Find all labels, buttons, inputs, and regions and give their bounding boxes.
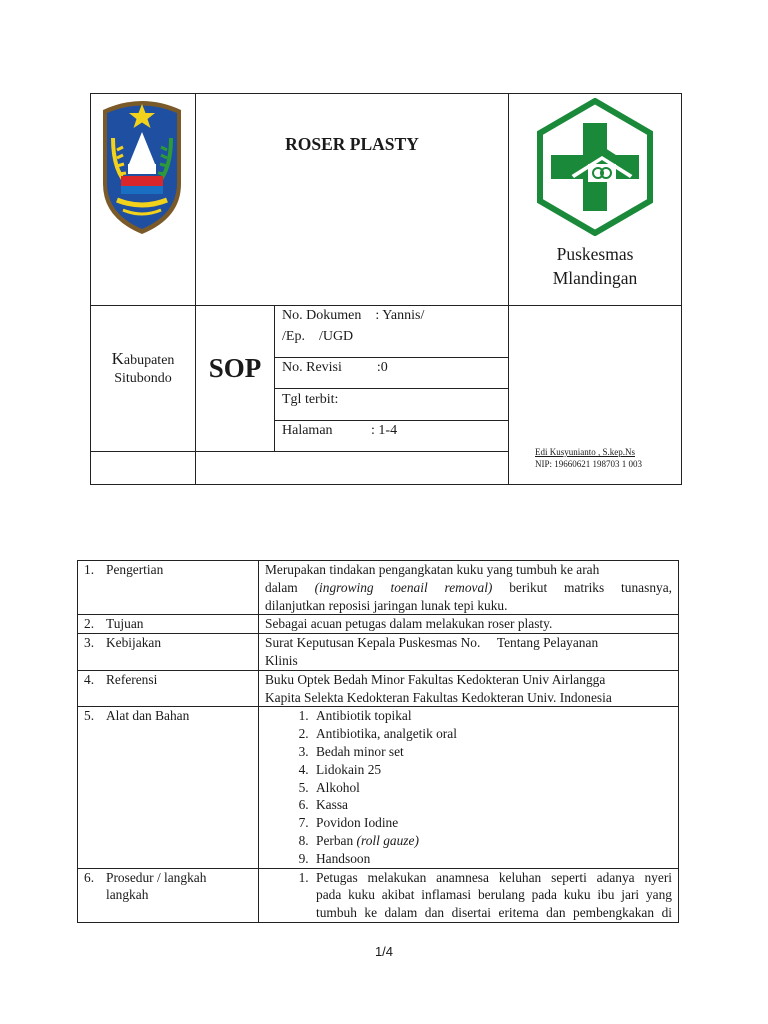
row-number: 4. — [84, 671, 95, 687]
page-number: 1/4 — [374, 944, 394, 959]
list-item: 5. Alkohol — [312, 779, 672, 797]
row-label-cell — [78, 707, 259, 868]
list-item — [312, 869, 672, 922]
definition-line3: dilanjutkan reposisi jaringan lunak tepi kuku. — [265, 597, 508, 613]
row-label-cell — [78, 670, 259, 707]
definition-line2 — [265, 579, 672, 597]
row-label: Tujuan — [106, 616, 144, 632]
list-item: 7. Povidon Iodine — [312, 814, 672, 832]
definition-line1: Merupakan tindakan pengangkatan kuku yang tumbuh ke arah — [265, 562, 600, 577]
row-label: Alat dan Bahan — [106, 708, 190, 724]
row-content-cell — [259, 615, 679, 634]
regency-rest: abupaten — [123, 353, 175, 368]
header-divider-v3 — [274, 305, 275, 452]
table-row — [78, 707, 679, 868]
sop-label: SOP — [208, 353, 262, 383]
table-row — [78, 868, 679, 922]
tools-list — [265, 707, 672, 867]
row-number: 5. — [84, 708, 95, 724]
definition-line2-pre: dalam — [265, 579, 315, 595]
row-label: Referensi — [106, 671, 158, 687]
policy-line1: Surat Keputusan Kepala Puskesmas No. Tentang Pelayanan — [265, 635, 599, 651]
step1-line1: 1. Petugas melakukan anamnesa keluhan seperti adanya nyeri — [316, 869, 672, 885]
row-label-cont: langkah — [106, 887, 149, 903]
list-item: 3. Bedah minor set — [312, 743, 672, 761]
signer-nip: NIP: 19660621 198703 1 003 — [535, 459, 643, 469]
regency-line2: Situbondo — [114, 371, 172, 386]
document-title: ROSER PLASTY — [285, 134, 419, 154]
header-border-bottom — [90, 484, 682, 485]
org-name-line2: Mlandingan — [552, 268, 638, 288]
list-item: 4. Lidokain 25 — [312, 761, 672, 779]
list-item — [312, 832, 672, 850]
org-name-line1: Puskesmas — [556, 244, 634, 264]
signer-name: Edi Kusyunianto , S.kep.Ns — [535, 447, 635, 457]
regency-initial: K — [111, 349, 124, 368]
procedure-list — [265, 869, 672, 922]
doc-number-line1: No. Dokumen : Yannis/ — [282, 308, 425, 323]
definition-line2-italic: (ingrowing toenail removal) — [314, 579, 493, 595]
row-number: 6. — [84, 869, 95, 885]
row-label: Prosedur / langkah — [106, 869, 207, 885]
row-number: 2. — [84, 616, 95, 632]
issue-date: Tgl terbit: — [282, 392, 339, 407]
row-content-cell — [259, 707, 679, 868]
list-item: 2. Antibiotika, analgetik oral — [312, 725, 672, 743]
revision-number: No. Revisi :0 — [282, 360, 388, 375]
definition-line2-post: berikut matriks tunasnya, — [492, 579, 672, 595]
sop-content-table — [77, 560, 679, 923]
step1-line2: pada kuku akibat inflamasi berulang pada kuku ibu jari yang — [316, 887, 672, 903]
list-item: 1. Antibiotik topikal — [312, 707, 672, 725]
header-border-top — [90, 93, 682, 94]
policy-line2: Klinis — [265, 652, 298, 668]
table-row — [78, 615, 679, 634]
header-divider-h2 — [90, 451, 509, 452]
page-count: Halaman : 1-4 — [282, 423, 398, 438]
header-divider-h4 — [274, 388, 509, 389]
list-item-italic: (roll gauze) — [356, 832, 419, 848]
regency-crest-icon — [95, 98, 189, 238]
list-item: 9. Handsoon — [312, 850, 672, 868]
doc-number-line2: /Ep. /UGD — [282, 329, 354, 344]
header-border-right — [681, 93, 682, 485]
table-row — [78, 561, 679, 615]
list-item-text: Perban — [316, 832, 357, 848]
table-row — [78, 634, 679, 671]
regency-line1 — [91, 349, 195, 371]
header-border-left — [90, 93, 91, 485]
purpose-text: Sebagai acuan petugas dalam melakukan roser plasty. — [265, 616, 553, 632]
reference-line2: Kapita Selekta Kedokteran Fakultas Kedokteran Univ. Indonesia — [265, 689, 612, 705]
puskesmas-logo-icon — [536, 98, 654, 236]
row-content-cell — [259, 634, 679, 671]
row-label: Pengertian — [106, 562, 164, 577]
list-item: 6. Kassa — [312, 796, 672, 814]
row-content-cell — [259, 868, 679, 922]
row-content-cell — [259, 670, 679, 707]
reference-line1: Buku Optek Bedah Minor Fakultas Kedokteran Univ Airlangga — [265, 671, 606, 687]
row-number: 3. — [84, 635, 95, 651]
row-label-cell — [78, 634, 259, 671]
row-label-cell — [78, 561, 259, 615]
row-content-cell — [259, 561, 679, 615]
row-label-cell — [78, 615, 259, 634]
step1-line3: tumbuh ke dalam dan disertai eritema dan pembengkakan di — [316, 905, 672, 921]
row-label-cell — [78, 868, 259, 922]
row-number: 1. — [84, 562, 95, 577]
row-label: Kebijakan — [106, 635, 162, 651]
table-row — [78, 670, 679, 707]
